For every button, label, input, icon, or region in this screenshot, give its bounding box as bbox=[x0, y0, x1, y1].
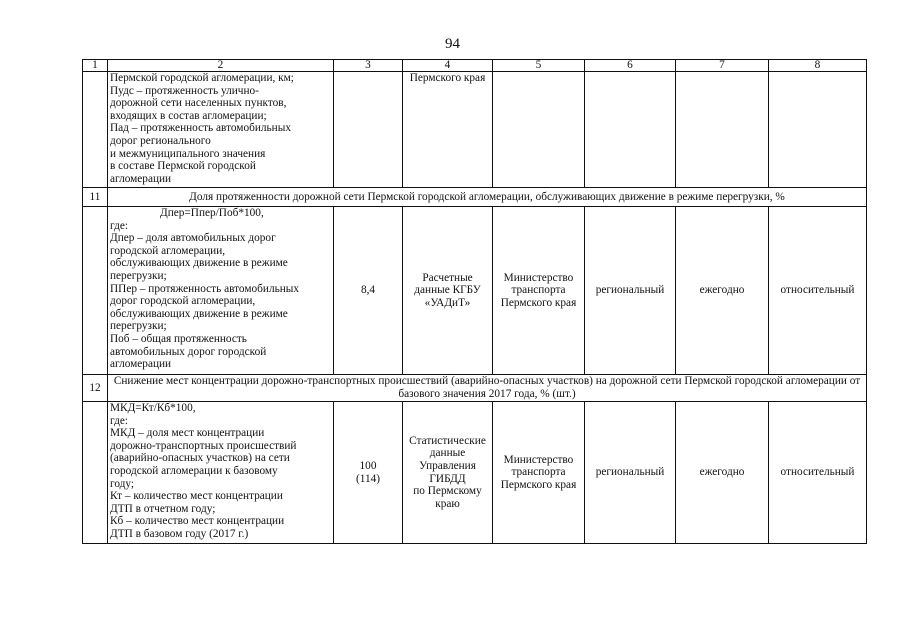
value-cell: 8,4 bbox=[334, 207, 403, 375]
header-cell: 3 bbox=[334, 60, 403, 72]
value-cell bbox=[334, 72, 403, 188]
row-number-cell bbox=[83, 72, 108, 188]
section-title-row bbox=[83, 188, 867, 207]
level-cell: региональный bbox=[585, 402, 676, 544]
table-row bbox=[83, 207, 867, 375]
responsible-cell: Министерство транспорта Пермского края bbox=[493, 207, 585, 375]
row-number-cell bbox=[83, 402, 108, 544]
period-cell bbox=[676, 72, 769, 188]
header-cell: 7 bbox=[676, 60, 769, 72]
row-number-cell bbox=[83, 207, 108, 375]
description-cell: Пермской городской агломерации, км; Пудс – протяженность улично- дорожной сети населенных пунктов, входящих в состав агломерации; Пад – протяженность автомобильных дорог регионального и межмуниципального значения в составе Пермской городской агломерации bbox=[108, 72, 334, 188]
type-cell bbox=[769, 72, 867, 188]
indicator-title: Доля протяженности дорожной сети Пермской городской агломерации, обслуживающих движение в режиме перегрузки, % bbox=[108, 188, 867, 207]
header-cell: 6 bbox=[585, 60, 676, 72]
level-cell bbox=[585, 72, 676, 188]
level-cell: региональный bbox=[585, 207, 676, 375]
row-number: 12 bbox=[83, 375, 108, 402]
responsible-cell bbox=[493, 72, 585, 188]
period-cell: ежегодно bbox=[676, 402, 769, 544]
description-cell bbox=[108, 207, 334, 375]
indicator-title: Снижение мест концентрации дорожно-транспортных происшествий (аварийно-опасных участков) на дорожной сети Пермской городской агломерации от базового значения 2017 года, % (шт.) bbox=[108, 375, 867, 402]
table-row bbox=[83, 72, 867, 188]
formula-text: Дпер=Ппер/Поб*100, bbox=[160, 207, 264, 219]
description-cell bbox=[108, 402, 334, 544]
responsible-cell: Министерство транспорта Пермского края bbox=[493, 402, 585, 544]
period-cell: ежегодно bbox=[676, 207, 769, 375]
source-cell: Расчетные данные КГБУ «УАДиТ» bbox=[403, 207, 493, 375]
header-cell: 8 bbox=[769, 60, 867, 72]
section-title-row bbox=[83, 375, 867, 402]
formula-explanation: где: Дпер – доля автомобильных дорог городской агломерации, обслуживающих движение в режиме перегрузки; ППер – протяженность автомобильных дорог городской агломерации, обслуживающих движение в режиме перегрузки; Поб – общая протяженность автомобильных дорог городской агломерации bbox=[110, 219, 300, 371]
table-row bbox=[83, 402, 867, 544]
header-cell: 4 bbox=[403, 60, 493, 72]
formula-text: МКД=Кт/Кб*100, bbox=[110, 402, 196, 414]
value-cell: 100 (114) bbox=[334, 402, 403, 544]
type-cell: относительный bbox=[769, 207, 867, 375]
indicators-table bbox=[82, 59, 867, 544]
header-cell: 2 bbox=[108, 60, 334, 72]
header-cell: 1 bbox=[83, 60, 108, 72]
header-row bbox=[83, 60, 867, 72]
source-cell: Пермского края bbox=[403, 72, 493, 188]
row-number: 11 bbox=[83, 188, 108, 207]
page-number: 94 bbox=[445, 36, 460, 52]
type-cell: относительный bbox=[769, 402, 867, 544]
formula-explanation: где: МКД – доля мест концентрации дорожно-транспортных происшествий (аварийно-опасных участков) на сети городской агломерации к базовому году; Кт – количество мест концентрации ДТП в отчетном году; Кб – количество мест концентрации ДТП в базовом году (2017 г.) bbox=[110, 414, 297, 540]
source-cell: Статистические данные Управления ГИБДД по Пермскому краю bbox=[403, 402, 493, 544]
header-cell: 5 bbox=[493, 60, 585, 72]
